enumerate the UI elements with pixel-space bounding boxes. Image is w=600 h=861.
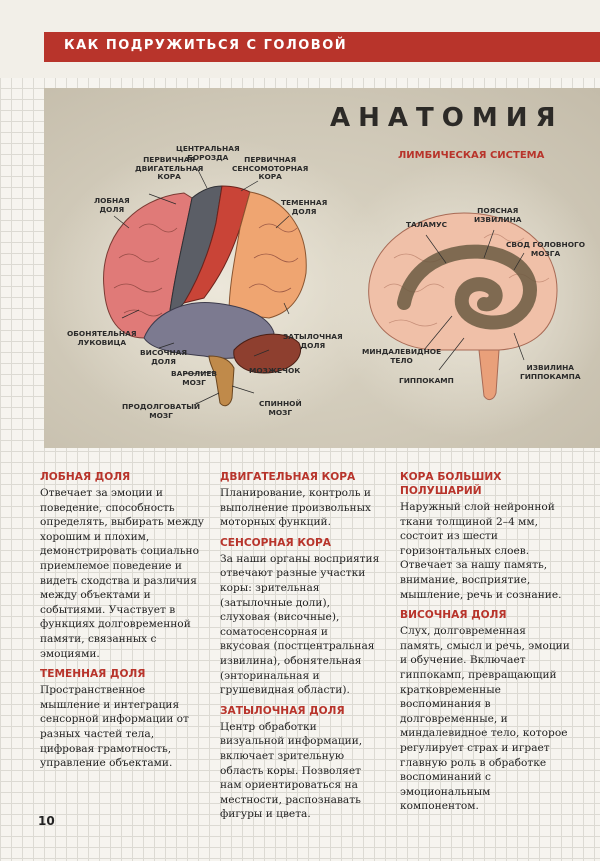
text-motor-cortex: Планирование, контроль и выполнение произвольных моторных функций. xyxy=(220,487,372,529)
label-temporal-lobe: ВИСОЧНАЯ ДОЛЯ xyxy=(140,348,188,366)
heading-sensory-cortex: СЕНСОРНАЯ КОРА xyxy=(220,536,331,549)
label-primary-sensory-cortex: ПЕРВИЧНАЯ СЕНСОМОТОРНАЯ КОРА xyxy=(232,155,309,181)
heading-temporal-lobe: ВИСОЧНАЯ ДОЛЯ xyxy=(400,609,507,622)
chapter-title: КАК ПОДРУЖИТЬСЯ С ГОЛОВОЙ xyxy=(64,38,348,53)
text-parietal-lobe: Пространственное мышление и интеграция сенсорной информации от разных частей тела, цифровая грамотность, управление объектами. xyxy=(40,684,189,770)
heading-frontal-lobe: ЛОБНАЯ ДОЛЯ xyxy=(40,471,131,483)
label-cerebellum: МОЗЖЕЧОК xyxy=(249,366,301,375)
text-sensory-cortex: За наши органы восприятия отвечают разные участки коры: зрительная (затылочные доли), слуховая (височные), соматосенсорная и вкусовая (постцентральная извилина), обонятельная (энторинальная и грушевидная области). xyxy=(220,552,380,697)
label-central-sulcus: ЦЕНТРАЛЬНАЯ БОРОЗДА xyxy=(176,144,240,162)
brain-illustrations xyxy=(44,88,600,448)
text-column-1 xyxy=(40,470,206,777)
limbic-system-title: ЛИМБИЧЕСКАЯ СИСТЕМА xyxy=(398,150,545,161)
text-column-2 xyxy=(220,470,380,828)
label-medulla: ПРОДОЛГОВАТЫЙ МОЗГ xyxy=(122,402,201,420)
label-pons: ВАРОЛИЕВ МОЗГ xyxy=(171,369,218,387)
label-hippocampal-gyrus: ИЗВИЛИНА ГИППОКАМПА xyxy=(520,363,581,381)
text-frontal-lobe: Отвечает за эмоции и поведение, способность определять, выбирать между хорошим и плохим, демонстрировать социально приемлемое поведение и видеть сходства и различия между объектами и событиями. Участвует в функциях долговременной памяти, связанных с эмоциями. xyxy=(40,487,204,660)
label-hippocampus: ГИППОКАМП xyxy=(399,376,454,385)
text-cerebral-cortex: Наружный слой нейронной ткани толщиной 2–4 мм, состоит из шести горизонтальных слоев. Отвечает за нашу память, внимание, восприятие, мышление, речь и сознание. xyxy=(400,501,562,601)
page-number: 10 xyxy=(38,814,55,828)
label-cingulate-gyrus: ПОЯСНАЯ ИЗВИЛИНА xyxy=(474,206,522,224)
text-column-3 xyxy=(400,470,570,820)
text-temporal-lobe: Слух, долговременная память, смысл и речь, эмоции и обучение. Включает гиппокамп, превращающий кратковременные воспоминания в долговременные, и миндалевидное тело, которое регулирует страх и играет главную роль в обработке воспоминаний с эмоциональным компонентом. xyxy=(400,625,570,813)
label-olfactory-bulb: ОБОНЯТЕЛЬНАЯ ЛУКОВИЦА xyxy=(67,329,137,347)
heading-occipital-lobe: ЗАТЫЛОЧНАЯ ДОЛЯ xyxy=(220,704,345,717)
label-spinal-cord: СПИННОЙ МОЗГ xyxy=(259,399,302,417)
label-occipital-lobe: ЗАТЫЛОЧНАЯ ДОЛЯ xyxy=(283,332,343,350)
label-fornix: СВОД ГОЛОВНОГО МОЗГА xyxy=(506,240,586,258)
anatomy-title: АНАТОМИЯ xyxy=(330,103,564,133)
heading-cerebral-cortex: КОРА БОЛЬШИХ ПОЛУШАРИЙ xyxy=(400,471,502,497)
label-primary-motor-cortex: ПЕРВИЧНАЯ ДВИГАТЕЛЬНАЯ КОРА xyxy=(135,155,204,181)
label-parietal-lobe: ТЕМЕННАЯ ДОЛЯ xyxy=(281,198,328,216)
heading-motor-cortex: ДВИГАТЕЛЬНАЯ КОРА xyxy=(220,471,356,483)
label-thalamus: ТАЛАМУС xyxy=(406,220,448,229)
label-frontal-lobe: ЛОБНАЯ ДОЛЯ xyxy=(94,196,130,214)
heading-parietal-lobe: ТЕМЕННАЯ ДОЛЯ xyxy=(40,668,146,681)
label-amygdala: МИНДАЛЕВИДНОЕ ТЕЛО xyxy=(362,347,442,365)
text-occipital-lobe: Центр обработки визуальной информации, включает зрительную область коры. Позволяет нам ориентироваться на местности, распознавать фигуры и цвета. xyxy=(220,720,363,821)
